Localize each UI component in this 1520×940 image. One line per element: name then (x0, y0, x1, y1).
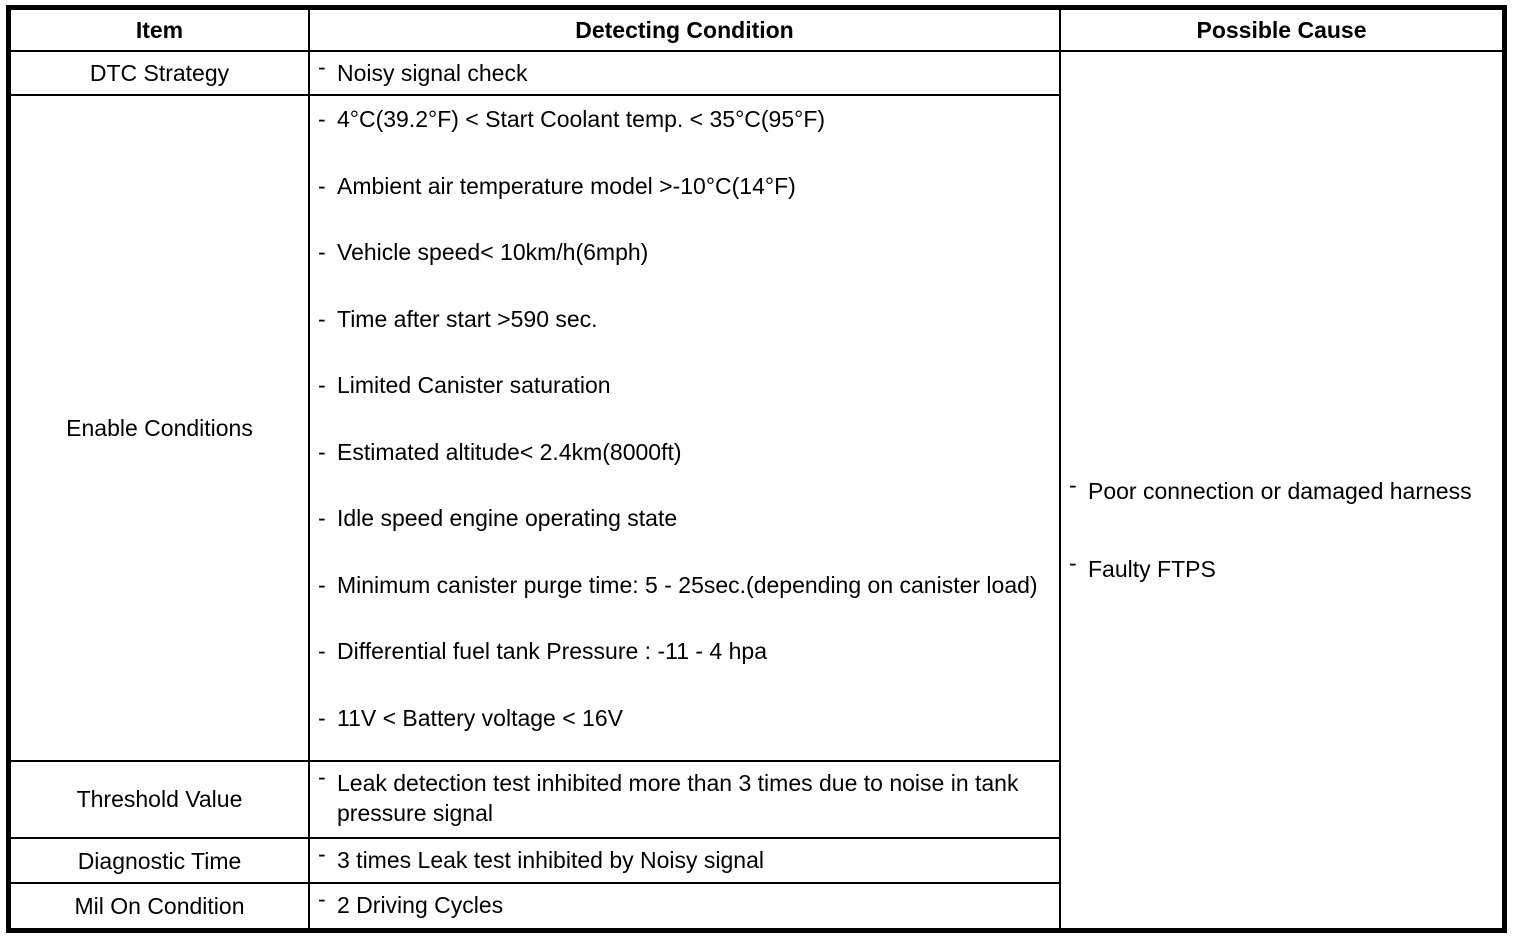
header-detecting-condition: Detecting Condition (309, 9, 1060, 51)
condition-item: - Time after start >590 sec. (310, 304, 1059, 334)
condition-item: - Estimated altitude< 2.4km(8000ft) (310, 437, 1059, 467)
item-threshold-value: Threshold Value (10, 761, 309, 838)
dtc-table (9, 8, 1504, 930)
condition-item: - Limited Canister saturation (310, 370, 1059, 400)
item-mil-on-condition: Mil On Condition (10, 883, 309, 929)
condition-item: - 11V < Battery voltage < 16V (310, 703, 1059, 733)
condition-item: - Minimum canister purge time: 5 - 25sec.(depending on canister load) (310, 570, 1059, 600)
conditions-diagnostic-time (309, 838, 1060, 884)
table-header-row (10, 9, 1503, 51)
possible-cause-item: - Faulty FTPS (1061, 548, 1502, 590)
dtc-table-frame (6, 5, 1507, 933)
item-diagnostic-time: Diagnostic Time (10, 838, 309, 884)
condition-item: - 4°C(39.2°F) < Start Coolant temp. < 35°C(95°F) (310, 104, 1059, 134)
header-possible-cause: Possible Cause (1060, 9, 1503, 51)
condition-item: - 2 Driving Cycles (310, 884, 1059, 926)
condition-item: - Leak detection test inhibited more than 3 times due to noise in tank pressure signal (310, 762, 1059, 834)
condition-item: - 3 times Leak test inhibited by Noisy signal (310, 839, 1059, 881)
condition-item: - Vehicle speed< 10km/h(6mph) (310, 237, 1059, 267)
condition-item: - Ambient air temperature model >-10°C(14°F) (310, 171, 1059, 201)
conditions-enable-conditions (309, 95, 1060, 761)
conditions-mil-on-condition (309, 883, 1060, 929)
table-row-dtc-strategy (10, 51, 1503, 95)
conditions-threshold-value (309, 761, 1060, 838)
conditions-dtc-strategy (309, 51, 1060, 95)
item-dtc-strategy: DTC Strategy (10, 51, 309, 95)
condition-item: - Differential fuel tank Pressure : -11 - 4 hpa (310, 636, 1059, 666)
header-item: Item (10, 9, 309, 51)
possible-cause-cell (1060, 51, 1503, 929)
condition-item: - Noisy signal check (310, 52, 1059, 94)
possible-cause-item: - Poor connection or damaged harness (1061, 470, 1502, 512)
item-enable-conditions: Enable Conditions (10, 95, 309, 761)
condition-item: - Idle speed engine operating state (310, 503, 1059, 533)
